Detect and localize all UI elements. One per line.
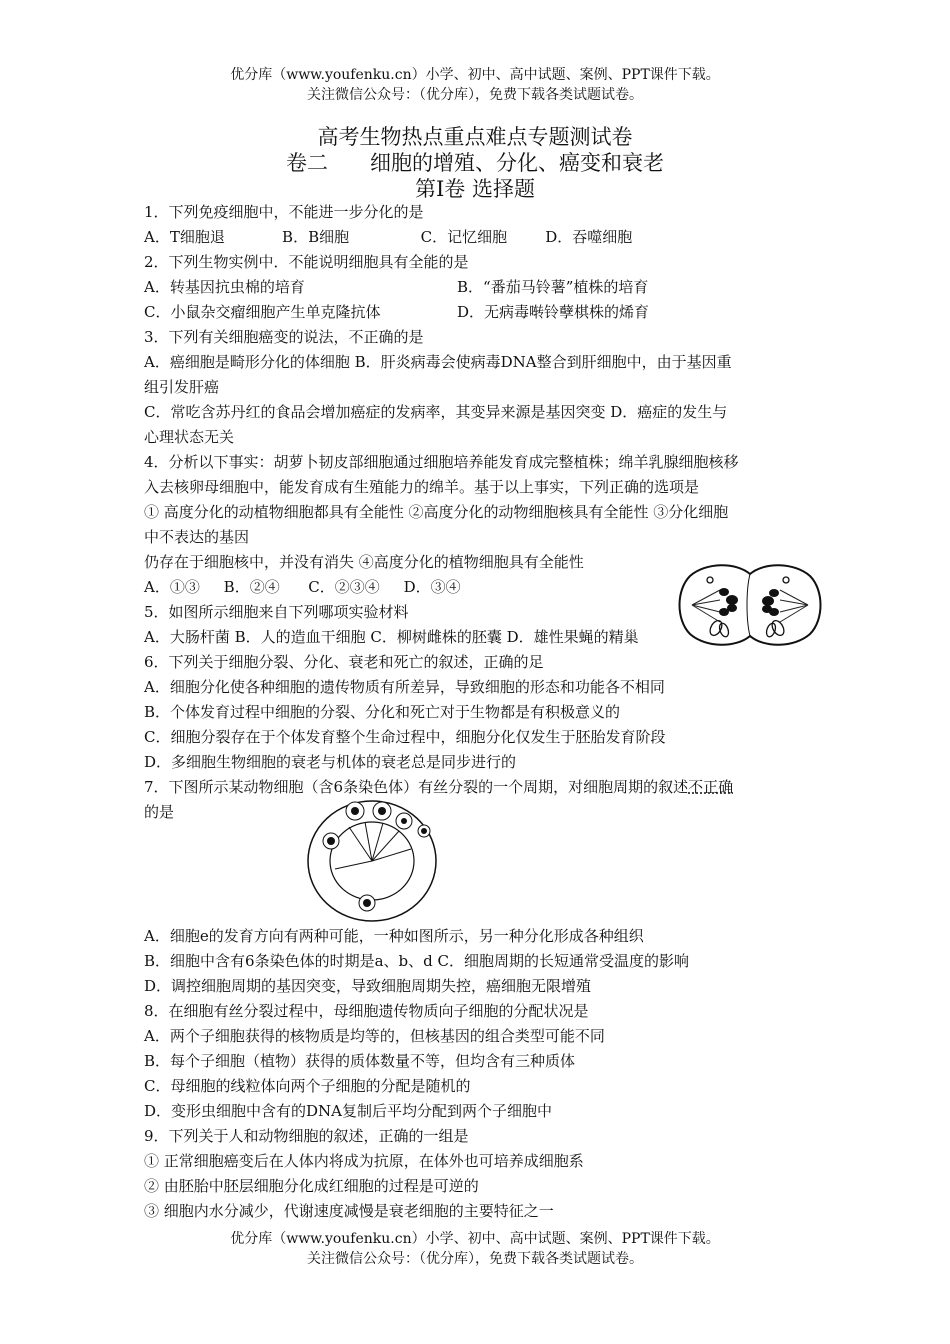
q5-stem: 5．如图所示细胞来自下列哪项实验材料 [144,603,409,621]
q5-options: A．大肠杆菌 B．人的造血干细胞 C．柳树雌株的胚囊 D．雄性果蝇的精巢 [144,628,639,646]
title-section: 第Ⅰ卷 选择题 [415,177,535,201]
q7-option-d: D．调控细胞周期的基因突变，导致细胞周期失控，癌细胞无限增殖 [144,977,592,995]
q6-option-b: B．个体发育过程中细胞的分裂、分化和死亡对于生物都是有积极意义的 [144,703,621,721]
q4-stem-line-1: 4．分析以下事实：胡萝卜韧皮部细胞通过细胞培养能发育成完整植株；绵羊乳腺细胞核移 [144,453,739,471]
q9-statement-2: ② 由胚胎中胚层细胞分化成红细胞的过程是可逆的 [144,1177,479,1195]
q8-stem: 8．在细胞有丝分裂过程中，母细胞遗传物质向子细胞的分配状况是 [144,1002,589,1020]
q3-options-line-3: C．常吃含苏丹红的食品会增加癌症的发病率，其变异来源是基因突变 D．癌症的发生与 [144,403,728,421]
q6-option-c: C．细胞分裂存在于个体发育整个生命过程中，细胞分化仅发生于胚胎发育阶段 [144,728,666,746]
q9-statement-1: ① 正常细胞癌变后在人体内将成为抗原，在体外也可培养成细胞系 [144,1152,584,1170]
q6-stem: 6．下列关于细胞分裂、分化、衰老和死亡的叙述，正确的足 [144,653,544,671]
q4-stem-line-2: 入去核卵母细胞中，能发育成有生殖能力的绵羊。基于以上事实，下列正确的选项是 [144,478,700,496]
q7-stem-line-1 [144,777,733,797]
title-subtitle: 细胞的增殖、分化、癌变和衰老 [370,151,664,175]
q2-option-b: B．“番茄马铃薯”植株的培育 [457,278,649,296]
q8-option-d: D．变形虫细胞中含有的DNA复制后平均分配到两个子细胞中 [144,1102,553,1120]
q4-statements-line-2: 中不表达的基因 [144,528,250,546]
q7-option-a: A．细胞e的发育方向有两种可能，一种如图所示，另一种分化形成各种组织 [144,927,644,945]
q9-statement-3: ③ 细胞内水分减少，代谢速度减慢是衰老细胞的主要特征之一 [144,1202,554,1220]
q8-option-b: B．每个子细胞（植物）获得的质体数量不等，但均含有三种质体 [144,1052,576,1070]
q2-option-a: A．转基因抗虫棉的培育 [144,278,305,296]
q1-stem: 1．下列免疫细胞中，不能进一步分化的是 [144,203,424,221]
header-line-1: 优分库（www.youfenku.cn）小学、初中、高中试题、案例、PPT课件下载。 [230,67,720,83]
q6-option-a: A．细胞分化使各种细胞的遗传物质有所差异，导致细胞的形态和功能各不相同 [144,678,665,696]
q8-option-a: A．两个子细胞获得的核物质是均等的，但核基因的组合类型可能不同 [144,1027,605,1045]
header-line-2: 关注微信公众号：（优分库），免费下载各类试题试卷。 [307,87,643,103]
title-main: 高考生物热点重点难点专题测试卷 [317,125,633,149]
title-subtitle-row [0,150,950,176]
q3-options-line-4: 心理状态无关 [144,428,235,446]
cell-cycle-figure [303,797,441,925]
q7-options-bc: B．细胞中含有6条染色体的时期是a、b、d C．细胞周期的长短通常受温度的影响 [144,952,689,970]
title-volume: 卷二 [286,151,328,175]
q2-stem: 2．下列生物实例中．不能说明细胞具有全能的是 [144,253,469,271]
q7-stem-text: 7．下图所示某动物细胞（含6条染色体）有丝分裂的一个周期，对细胞周期的叙述 [144,778,689,796]
q9-stem: 9．下列关于人和动物细胞的叙述，正确的一组是 [144,1127,469,1145]
footer-line-1: 优分库（www.youfenku.cn）小学、初中、高中试题、案例、PPT课件下载。 [230,1231,720,1247]
q3-options-line-1: A．癌细胞是畸形分化的体细胞 B．肝炎病毒会使病毒DNA整合到肝细胞中，由于基因重 [144,353,732,371]
q1-options: A．T细胞退 B．B细胞 C．记忆细胞 D．吞噬细胞 [144,228,633,246]
q7-stem-emphasis: 不正确 [688,778,734,796]
q7-stem-line-2: 的是 [144,803,175,821]
q6-option-d: D．多细胞生物细胞的衰老与机体的衰老总是同步进行的 [144,753,517,771]
q3-stem: 3．下列有关细胞癌变的说法，不正确的是 [144,328,424,346]
q2-option-d: D．无病毒啭铃孽棋株的烯育 [457,303,650,321]
q2-option-c: C．小鼠杂交瘤细胞产生单克隆抗体 [144,303,381,321]
dividing-cell-figure [676,560,824,650]
q8-option-c: C．母细胞的线粒体向两个子细胞的分配是随机的 [144,1077,471,1095]
q4-options: A．①③ B．②④ C．②③④ D．③④ [144,578,461,596]
footer-line-2: 关注微信公众号：（优分库），免费下载各类试题试卷。 [307,1251,643,1267]
q4-statements-line-3: 仍存在于细胞核中，并没有消失 ④高度分化的植物细胞具有全能性 [144,553,584,571]
q4-statements-line-1: ① 高度分化的动植物细胞都具有全能性 ②高度分化的动物细胞核具有全能性 ③分化细胞 [144,503,729,521]
q3-options-line-2: 组引发肝癌 [144,378,220,396]
